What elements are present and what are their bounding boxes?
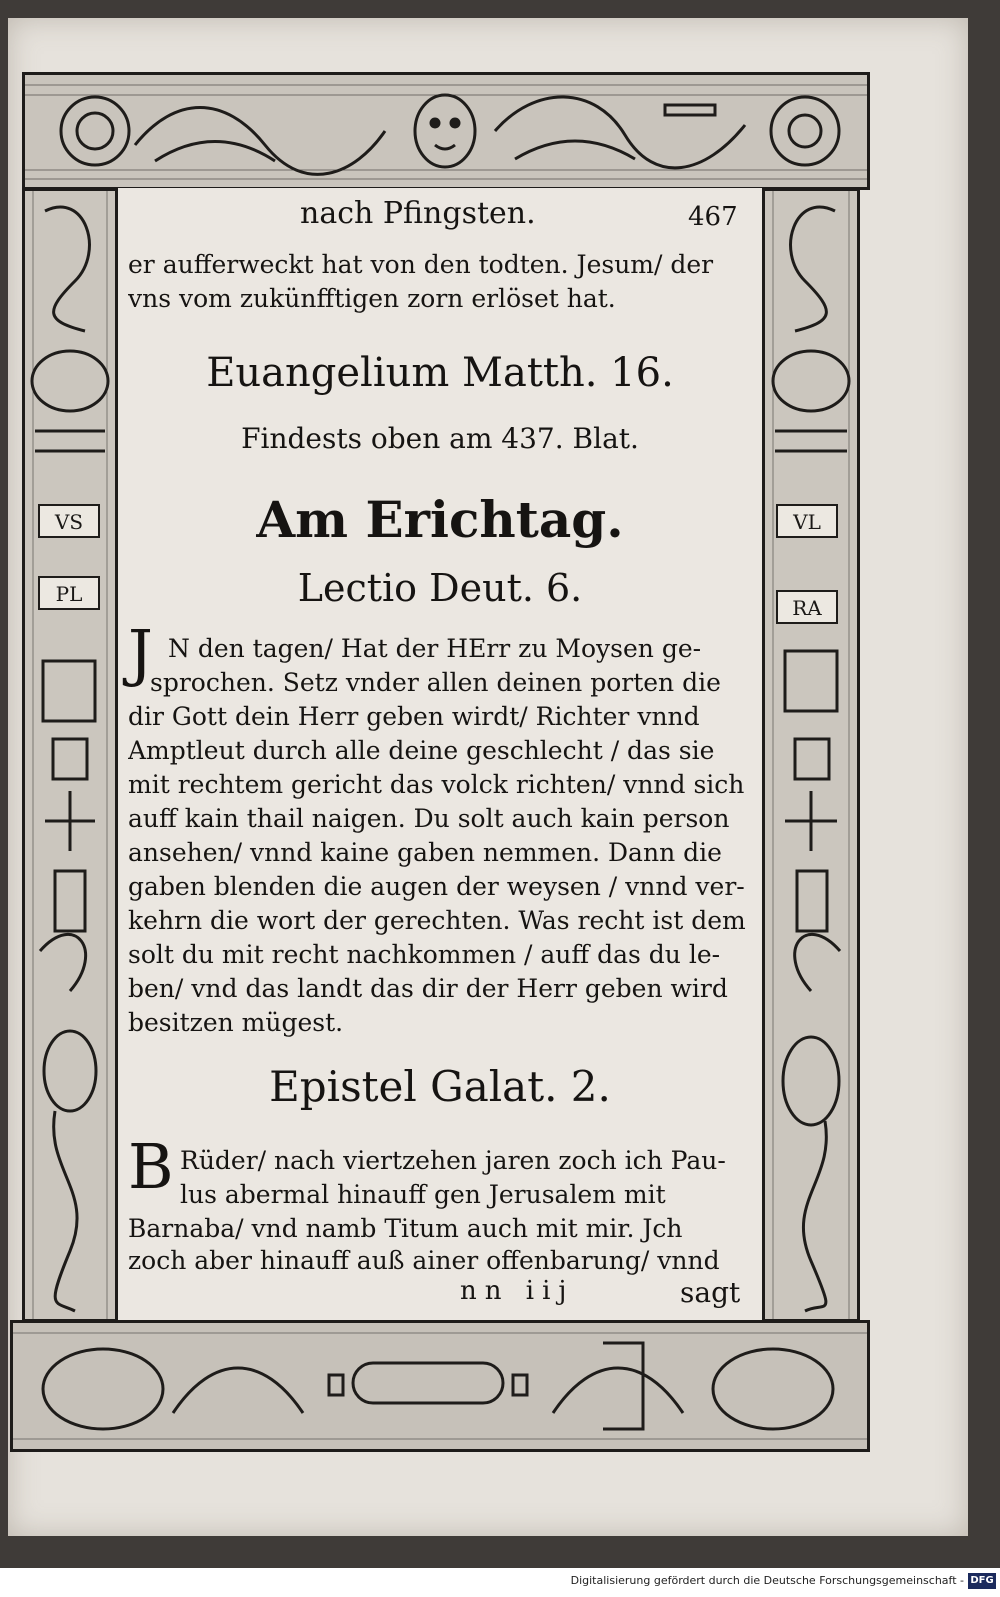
signature-mark: nn iij xyxy=(460,1276,575,1306)
epistel-heading: Epistel Galat. 2. xyxy=(269,1062,611,1111)
epistel-line: zoch aber hinauff auß ainer offenbarung/ vnnd xyxy=(128,1246,720,1275)
lectio-line: ben/ vnd das landt das dir der Herr geben wird xyxy=(128,974,728,1003)
lectio-line: ansehen/ vnnd kaine gaben nemmen. Dann die xyxy=(128,838,722,867)
woodcut-border-top xyxy=(22,72,870,190)
lectio-line: solt du mit recht nachkommen / auff das du le- xyxy=(128,940,721,969)
woodcut-border-bottom xyxy=(10,1320,870,1452)
woodcut-border-right xyxy=(762,188,860,1322)
running-head: nach Pfingsten. xyxy=(300,196,536,231)
border-motto-right-2: RA xyxy=(776,590,838,624)
epistel-line: Rüder/ nach viertzehen jaren zoch ich Pau- xyxy=(180,1146,726,1175)
ornament-scrollwork-top xyxy=(25,75,867,187)
ornament-column-right xyxy=(765,191,857,1319)
border-motto-left-2: PL xyxy=(38,576,100,610)
lectio-heading: Lectio Deut. 6. xyxy=(297,566,583,610)
lectio-line: sprochen. Setz vnder allen deinen porten die xyxy=(150,668,721,697)
lectio-line: N den tagen/ Hat der HErr zu Moysen ge- xyxy=(168,634,702,663)
footer-credit: Digitalisierung gefördert durch die Deutsche Forschungsgemeinschaft - xyxy=(570,1574,964,1587)
day-heading: Am Erichtag. xyxy=(256,490,624,549)
lectio-line: Amptleut durch alle deine geschlecht / das sie xyxy=(128,736,715,765)
footer-bar xyxy=(0,1568,1000,1597)
lectio-line: auff kain thail naigen. Du solt auch kain person xyxy=(128,804,730,833)
lectio-line: gaben blenden die augen der weysen / vnnd ver- xyxy=(128,872,745,901)
border-motto-left-1: VS xyxy=(38,504,100,538)
lectio-line: kehrn die wort der gerechten. Was recht ist dem xyxy=(128,906,746,935)
epistel-line: lus abermal hinauff gen Jerusalem mit xyxy=(180,1180,666,1209)
gospel-heading: Euangelium Matth. 16. xyxy=(206,350,674,396)
page-number: 467 xyxy=(688,202,738,232)
intro-line: vns vom zukünfftigen zorn erlöset hat. xyxy=(128,284,616,313)
ornament-column-left xyxy=(25,191,115,1319)
ornament-scrollwork-bottom xyxy=(13,1323,867,1449)
lectio-dropcap: J xyxy=(128,616,153,689)
lectio-line: besitzen mügest. xyxy=(128,1008,344,1037)
epistel-line: Barnaba/ vnd namb Titum auch mit mir. Jch xyxy=(128,1214,683,1243)
gospel-reference: Findests oben am 437. Blat. xyxy=(241,422,639,455)
catchword: sagt xyxy=(680,1276,741,1309)
dfg-logo-badge: DFG xyxy=(968,1573,996,1589)
woodcut-border-left xyxy=(22,188,118,1322)
epistel-dropcap: B xyxy=(128,1130,174,1203)
border-motto-right-1: VL xyxy=(776,504,838,538)
lectio-line: dir Gott dein Herr geben wirdt/ Richter vnnd xyxy=(128,702,700,731)
lectio-line: mit rechtem gericht das volck richten/ vnnd sich xyxy=(128,770,745,799)
intro-line: er aufferweckt hat von den todten. Jesum/ der xyxy=(128,250,714,279)
